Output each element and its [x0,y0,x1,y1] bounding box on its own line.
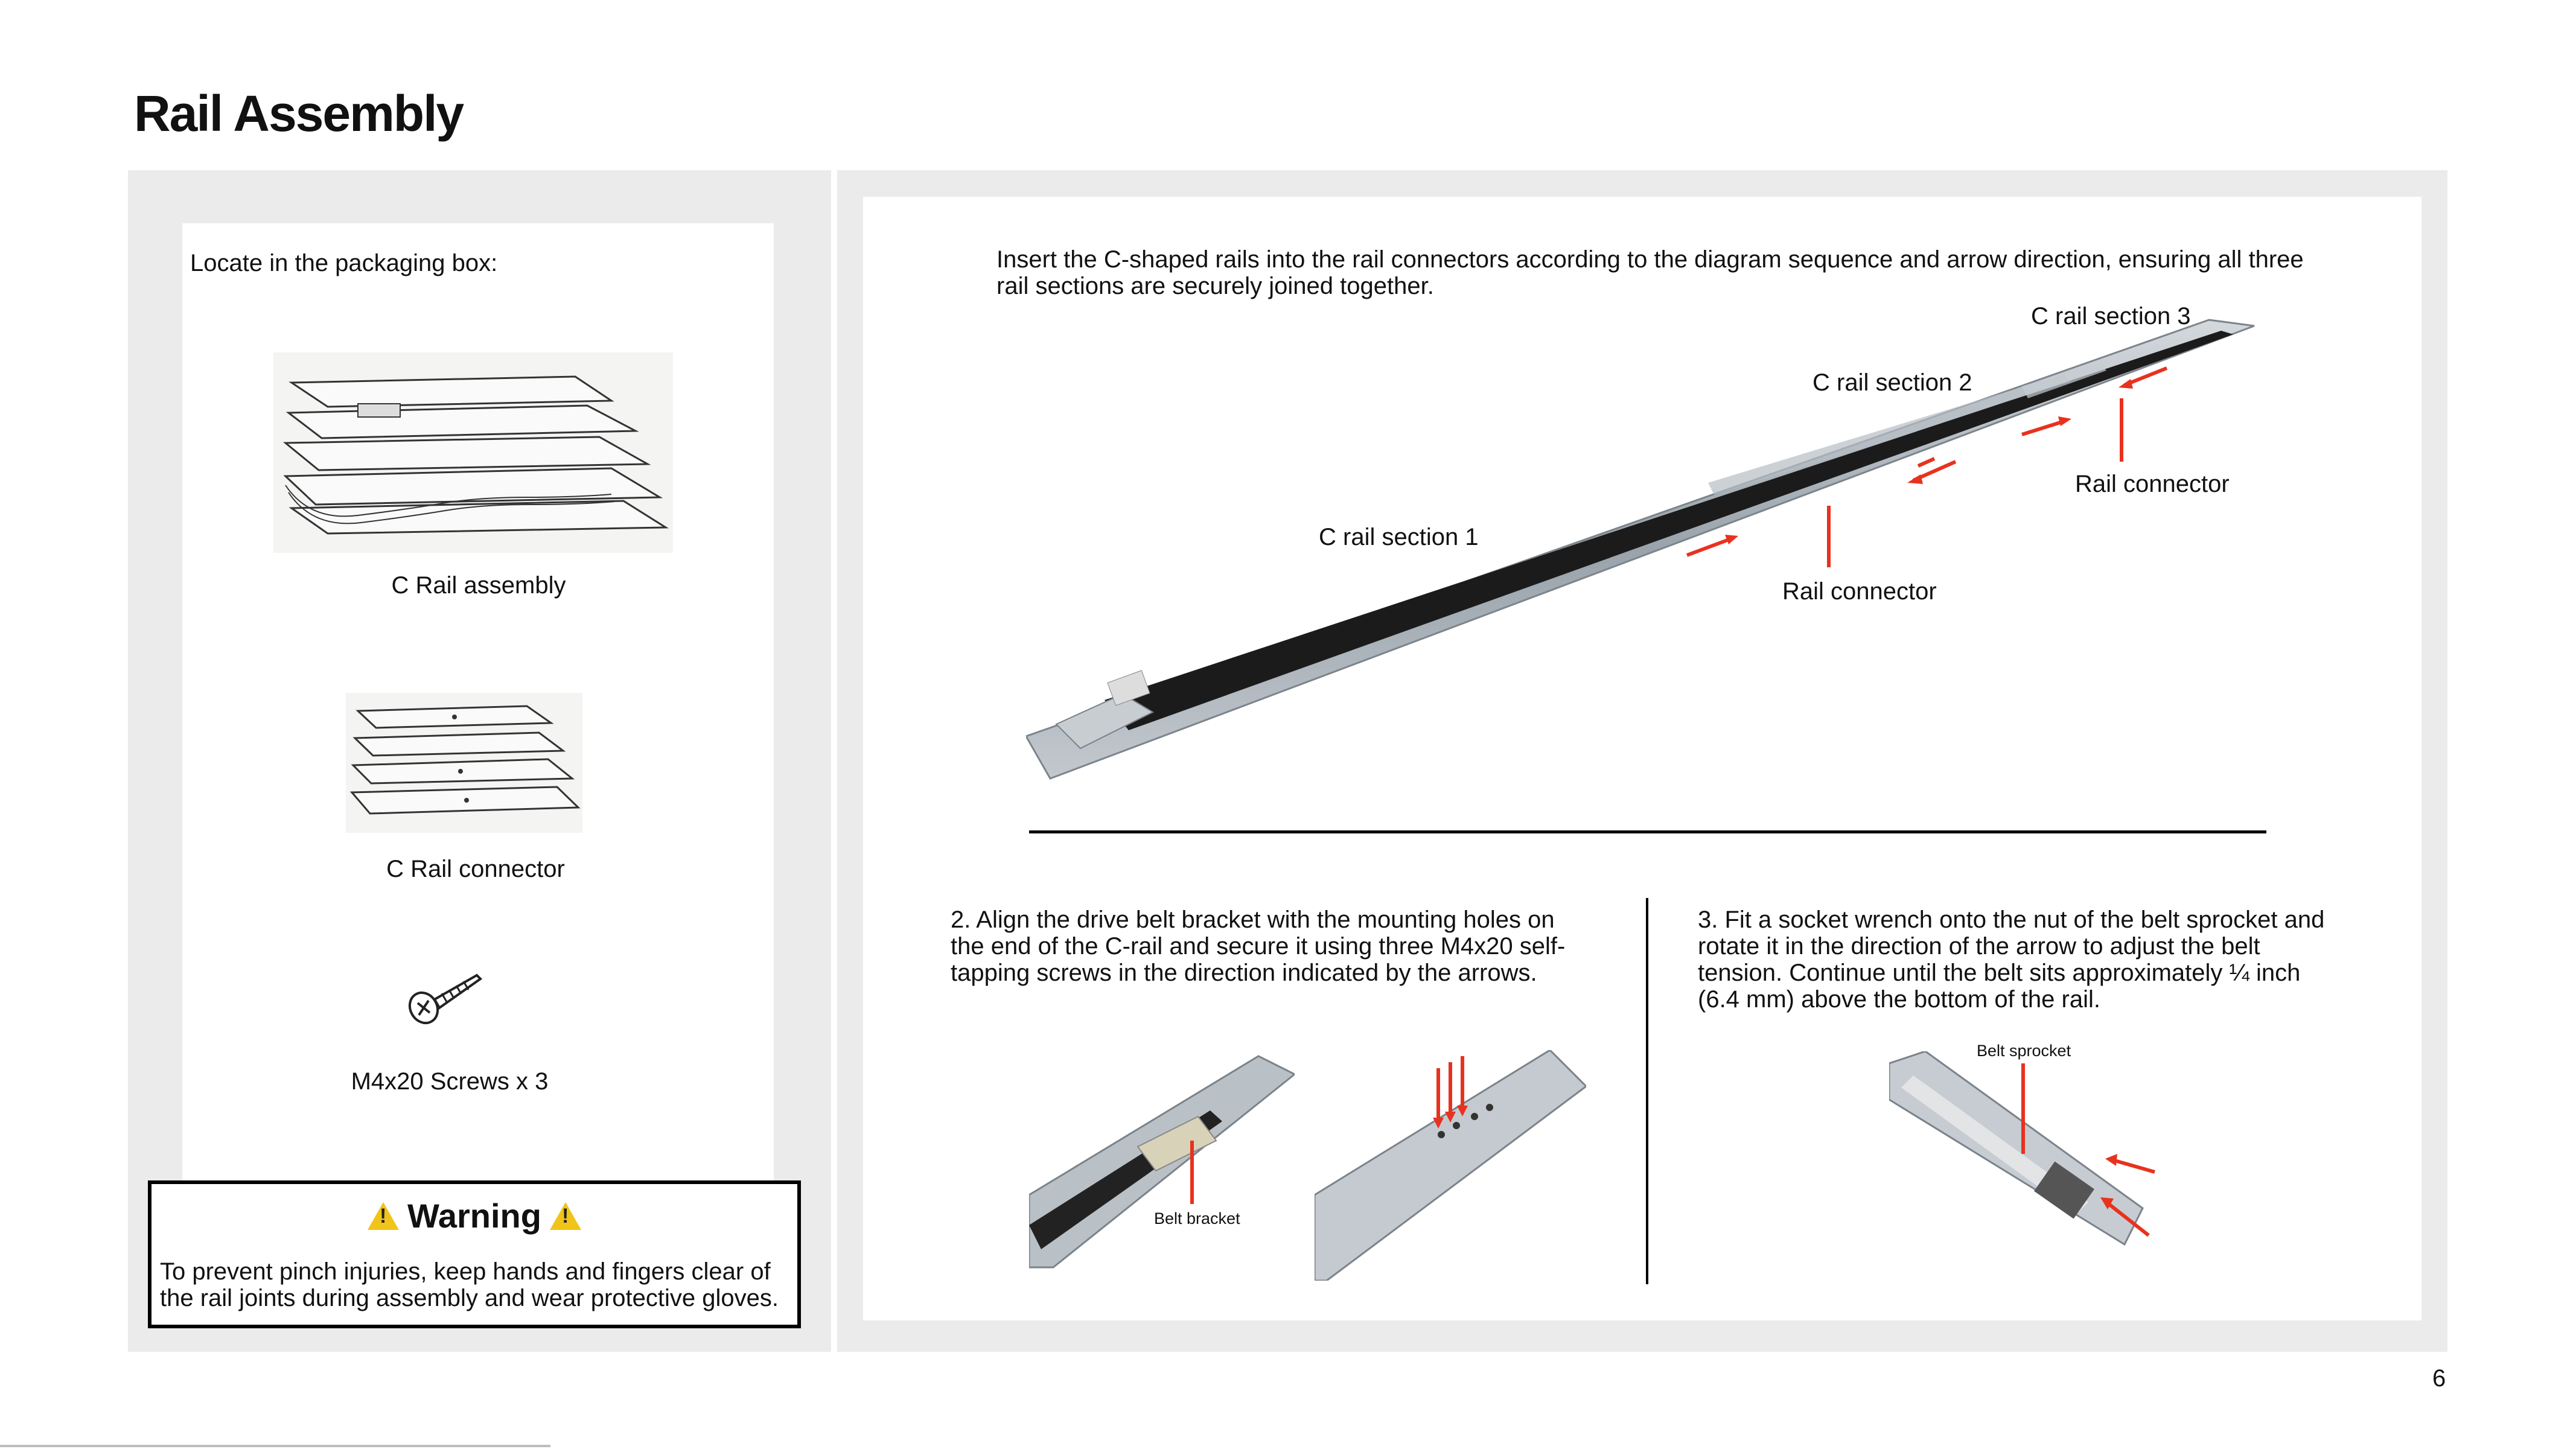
label-c-rail-section-2: C rail section 2 [1812,369,1972,396]
section-divider [1029,830,2266,833]
warning-icon [368,1202,399,1230]
c-rail-assembly-label: C Rail assembly [391,572,566,599]
label-c-rail-section-1: C rail section 1 [1319,524,1479,550]
label-rail-connector-a: Rail connector [1782,578,1937,605]
screw-image [404,964,489,1031]
step2-line2: the end of the C-rail and secure it using three M4x20 self- [951,933,1566,960]
warning-title-row [151,1196,797,1235]
rail-diagram [1026,314,2263,785]
warning-box [148,1180,801,1328]
step2-line3: tapping screws in the direction indicated by the arrows. [951,960,1537,986]
belt-bracket-callout: Belt bracket [1154,1209,1240,1228]
belt-bracket-photo [1029,1050,1295,1281]
page-title: Rail Assembly [134,85,464,142]
page-number: 6 [2432,1365,2446,1392]
step3-line2: rotate it in the direction of the arrow to adjust the belt [1698,933,2260,960]
label-rail-connector-b: Rail connector [2075,471,2230,497]
screw-holes-photo [1315,1050,1586,1281]
c-rail-assembly-image [273,352,673,553]
footer-rule [0,1445,550,1447]
warning-title: Warning [407,1197,541,1235]
label-c-rail-section-3: C rail section 3 [2031,303,2191,330]
arrow-red-icon [1687,535,1738,555]
warning-text-line1: To prevent pinch injuries, keep hands and fingers clear of [160,1258,771,1285]
step3-line1: 3. Fit a socket wrench onto the nut of the belt sprocket and [1698,906,2325,933]
step1-instruction-line2: rail sections are securely joined together. [996,273,1434,299]
warning-icon [550,1202,581,1230]
packaging-heading: Locate in the packaging box: [190,250,498,276]
column-divider [1646,898,1648,1284]
c-rail-connector-label: C Rail connector [386,856,565,882]
step3-line3: tension. Continue until the belt sits approximately ¼ inch [1698,960,2301,986]
c-rail-connector-image [346,693,582,833]
step2-line1: 2. Align the drive belt bracket with the mounting holes on [951,906,1555,933]
screws-label: M4x20 Screws x 3 [351,1068,549,1095]
step3-line4: (6.4 mm) above the bottom of the rail. [1698,986,2100,1013]
belt-sprocket-photo [1889,1051,2161,1281]
step1-instruction-line1: Insert the C-shaped rails into the rail connectors according to the diagram sequence and arrow direction, ensuring all three [996,246,2304,273]
warning-text-line2: the rail joints during assembly and wear protective gloves. [160,1285,779,1311]
belt-sprocket-callout: Belt sprocket [1977,1042,2071,1060]
